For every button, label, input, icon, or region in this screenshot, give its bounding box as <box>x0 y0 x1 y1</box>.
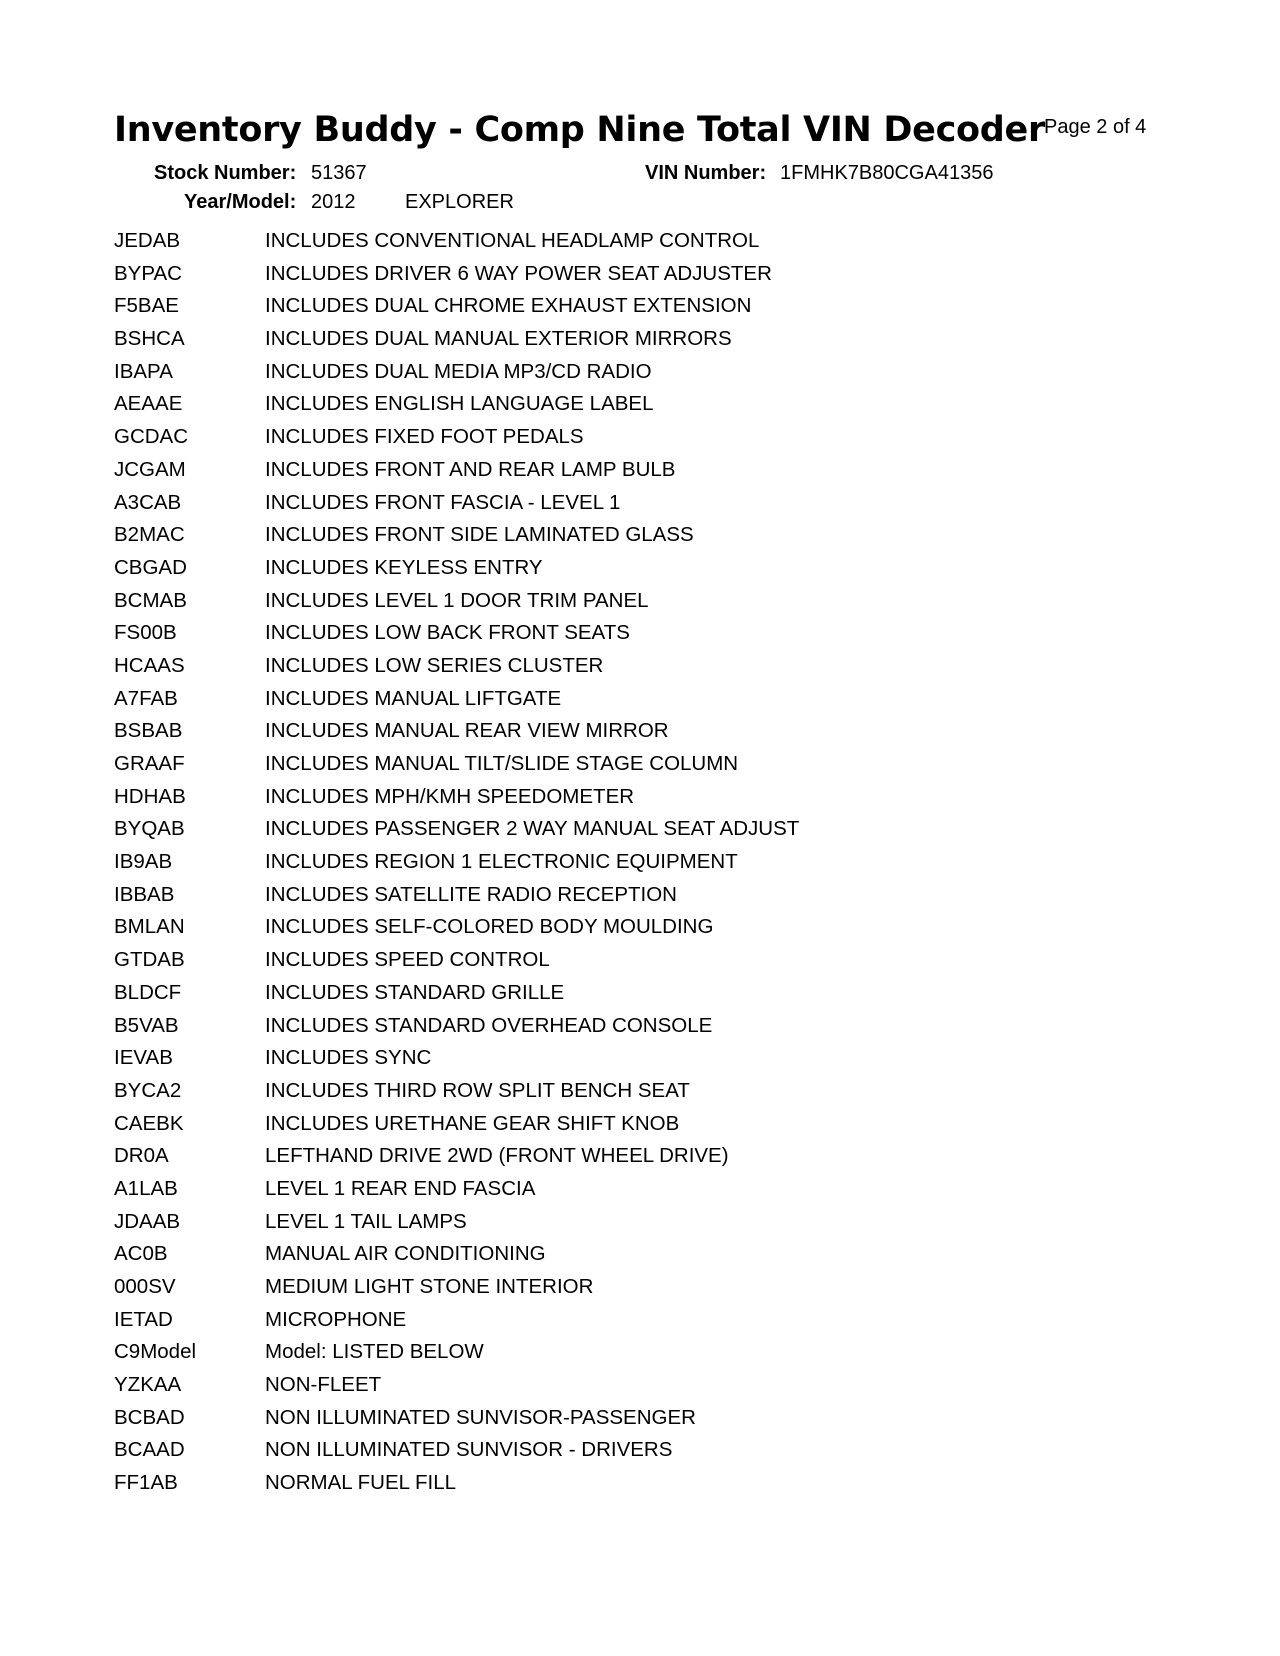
option-row <box>114 817 1114 850</box>
option-row <box>114 327 1114 360</box>
option-row <box>114 981 1114 1014</box>
option-description: INCLUDES DUAL MEDIA MP3/CD RADIO <box>265 359 652 383</box>
option-code: HCAAS <box>114 653 185 677</box>
option-code: YZKAA <box>114 1373 182 1397</box>
option-code: IETAD <box>114 1307 173 1331</box>
option-description: INCLUDES LEVEL 1 DOOR TRIM PANEL <box>265 588 649 612</box>
option-code: BLDCF <box>114 980 182 1004</box>
option-code: GRAAF <box>114 752 185 775</box>
option-description: INCLUDES PASSENGER 2 WAY MANUAL SEAT ADJUST <box>265 817 800 841</box>
option-code: AEAAE <box>114 392 183 416</box>
year-value: 2012 <box>311 191 356 213</box>
option-row <box>114 1406 1114 1439</box>
option-code: JEDAB <box>114 229 181 252</box>
option-description: INCLUDES MANUAL REAR VIEW MIRROR <box>265 719 669 743</box>
stock-number-value: 51367 <box>311 162 367 184</box>
option-description: NON-FLEET <box>265 1373 382 1397</box>
option-description: INCLUDES FRONT AND REAR LAMP BULB <box>265 457 676 481</box>
option-row <box>114 1177 1114 1210</box>
option-description: LEFTHAND DRIVE 2WD (FRONT WHEEL DRIVE) <box>265 1144 729 1168</box>
option-code: IBBAB <box>114 882 175 906</box>
option-code: BYQAB <box>114 817 185 841</box>
option-row <box>114 1144 1114 1177</box>
option-row <box>114 1046 1114 1079</box>
option-code: BMLAN <box>114 915 185 939</box>
option-row <box>114 1373 1114 1406</box>
option-row <box>114 752 1114 785</box>
option-code: F5BAE <box>114 294 179 318</box>
option-code: CBGAD <box>114 555 187 579</box>
option-code: IEVAB <box>114 1046 173 1070</box>
option-row <box>114 785 1114 818</box>
option-row <box>114 556 1114 589</box>
option-row <box>114 1079 1114 1112</box>
option-description: MANUAL AIR CONDITIONING <box>265 1242 546 1266</box>
option-row <box>114 491 1114 524</box>
option-code: BCMAB <box>114 588 187 612</box>
page-number: Page 2 of 4 <box>1044 116 1147 138</box>
option-description: NON ILLUMINATED SUNVISOR - DRIVERS <box>265 1438 673 1462</box>
year-model-label <box>184 191 296 214</box>
option-description: INCLUDES ENGLISH LANGUAGE LABEL <box>265 392 654 416</box>
option-row <box>114 915 1114 948</box>
option-description: INCLUDES SPEED CONTROL <box>265 948 550 972</box>
option-description: NON ILLUMINATED SUNVISOR-PASSENGER <box>265 1405 696 1429</box>
option-code: GTDAB <box>114 948 185 972</box>
option-row <box>114 229 1114 262</box>
option-description: MEDIUM LIGHT STONE INTERIOR <box>265 1275 594 1298</box>
option-code: BSBAB <box>114 719 183 743</box>
option-row <box>114 294 1114 327</box>
option-row <box>114 654 1114 687</box>
option-description: INCLUDES URETHANE GEAR SHIFT KNOB <box>265 1111 680 1135</box>
option-code: A3CAB <box>114 490 182 514</box>
option-description: INCLUDES DRIVER 6 WAY POWER SEAT ADJUSTER <box>265 261 772 285</box>
option-row <box>114 425 1114 458</box>
option-row <box>114 883 1114 916</box>
option-code: FF1AB <box>114 1471 178 1495</box>
option-description: INCLUDES SATELLITE RADIO RECEPTION <box>265 882 677 906</box>
option-description: MICROPHONE <box>265 1307 407 1331</box>
option-row <box>114 1210 1114 1243</box>
option-description: LEVEL 1 REAR END FASCIA <box>265 1176 536 1200</box>
option-description: INCLUDES STANDARD OVERHEAD CONSOLE <box>265 1013 713 1037</box>
options-list <box>114 229 1114 1504</box>
option-code: FS00B <box>114 621 177 645</box>
option-row <box>114 1112 1114 1145</box>
option-code: IB9AB <box>114 850 173 874</box>
vin-number-label <box>645 162 766 185</box>
option-code: A1LAB <box>114 1176 178 1200</box>
option-code: BCAAD <box>114 1438 185 1462</box>
option-description: INCLUDES FRONT FASCIA - LEVEL 1 <box>265 490 621 514</box>
option-description: INCLUDES LOW SERIES CLUSTER <box>265 653 604 677</box>
option-description: INCLUDES STANDARD GRILLE <box>265 980 565 1004</box>
vin-label-text: VIN Number: <box>645 162 767 184</box>
option-row <box>114 719 1114 752</box>
stock-number-label <box>154 162 296 185</box>
option-code: AC0B <box>114 1242 168 1266</box>
option-code: BYPAC <box>114 261 182 285</box>
option-code: BSHCA <box>114 327 185 351</box>
option-row <box>114 1242 1114 1275</box>
option-description: INCLUDES KEYLESS ENTRY <box>265 555 543 579</box>
option-row <box>114 360 1114 393</box>
document-title: Inventory Buddy - Comp Nine Total VIN Decoder <box>114 110 1045 150</box>
option-code: BYCA2 <box>114 1078 182 1102</box>
option-code: CAEBK <box>114 1111 184 1135</box>
option-code: 000SV <box>114 1275 176 1298</box>
option-row <box>114 1471 1114 1504</box>
option-description: INCLUDES SYNC <box>265 1046 432 1070</box>
option-row <box>114 392 1114 425</box>
option-code: A7FAB <box>114 686 178 710</box>
option-code: GCDAC <box>114 425 189 449</box>
option-code: BCBAD <box>114 1405 185 1429</box>
option-description: INCLUDES DUAL CHROME EXHAUST EXTENSION <box>265 294 752 318</box>
option-description: LEVEL 1 TAIL LAMPS <box>265 1209 467 1233</box>
option-row <box>114 1308 1114 1341</box>
stock-label-text: Stock Number: <box>154 162 297 184</box>
option-row <box>114 1275 1114 1308</box>
option-description: INCLUDES REGION 1 ELECTRONIC EQUIPMENT <box>265 850 738 874</box>
option-description: INCLUDES LOW BACK FRONT SEATS <box>265 621 630 645</box>
option-description: INCLUDES FRONT SIDE LAMINATED GLASS <box>265 523 694 547</box>
option-row <box>114 948 1114 981</box>
option-description: INCLUDES DUAL MANUAL EXTERIOR MIRRORS <box>265 327 732 351</box>
option-row <box>114 523 1114 556</box>
option-description: INCLUDES SELF-COLORED BODY MOULDING <box>265 915 714 939</box>
option-code: JCGAM <box>114 457 186 481</box>
option-code: JDAAB <box>114 1209 181 1233</box>
option-description: NORMAL FUEL FILL <box>265 1471 456 1495</box>
option-row <box>114 621 1114 654</box>
option-row <box>114 458 1114 491</box>
option-description: INCLUDES MANUAL LIFTGATE <box>265 686 562 710</box>
option-code: C9Model <box>114 1340 197 1364</box>
option-row <box>114 1014 1114 1047</box>
vin-number-value: 1FMHK7B80CGA41356 <box>780 162 994 184</box>
option-description: INCLUDES MPH/KMH SPEEDOMETER <box>265 784 635 808</box>
option-description: INCLUDES THIRD ROW SPLIT BENCH SEAT <box>265 1078 690 1102</box>
option-description: Model: LISTED BELOW <box>265 1340 484 1364</box>
model-value: EXPLORER <box>405 191 514 213</box>
option-row <box>114 262 1114 295</box>
option-row <box>114 1340 1114 1373</box>
option-row <box>114 1438 1114 1471</box>
option-code: DR0A <box>114 1144 169 1168</box>
option-code: B5VAB <box>114 1013 179 1037</box>
option-row <box>114 687 1114 720</box>
option-description: INCLUDES FIXED FOOT PEDALS <box>265 425 584 449</box>
option-row <box>114 589 1114 622</box>
option-row <box>114 850 1114 883</box>
option-code: HDHAB <box>114 784 186 808</box>
option-code: IBAPA <box>114 359 173 383</box>
option-description: INCLUDES MANUAL TILT/SLIDE STAGE COLUMN <box>265 752 739 775</box>
year-model-label-text: Year/Model: <box>184 191 297 213</box>
option-description: INCLUDES CONVENTIONAL HEADLAMP CONTROL <box>265 229 760 252</box>
option-code: B2MAC <box>114 523 185 547</box>
